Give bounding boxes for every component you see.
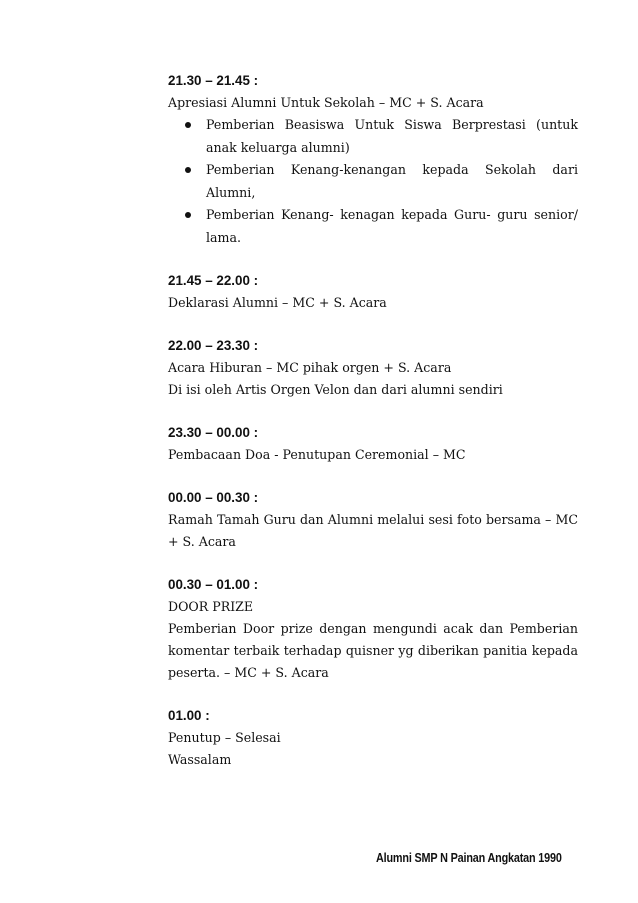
- bullet-item: [168, 204, 578, 249]
- bullet-item: [168, 159, 578, 204]
- section-time: 00.00 – 00.30 :: [168, 490, 259, 505]
- schedule-section: [168, 487, 578, 553]
- page-footer: Alumni SMP N Painan Angkatan 1990: [376, 851, 562, 865]
- section-time: 21.30 – 21.45 :: [168, 73, 259, 88]
- section-line: Pemberian Door prize dengan mengundi acak dan Pemberian komentar terbaik terhadap quisner yg diberikan panitia kepada peserta. – MC + S. Acara: [168, 621, 578, 680]
- bullet-dot-icon: [185, 167, 191, 173]
- schedule-section: [168, 70, 578, 249]
- bullet-item: [168, 114, 578, 159]
- section-line: DOOR PRIZE: [168, 599, 254, 614]
- bullet-list: [168, 114, 578, 249]
- section-line: Di isi oleh Artis Orgen Velon dan dari alumni sendiri: [168, 382, 503, 397]
- section-line: Ramah Tamah Guru dan Alumni melalui sesi foto bersama – MC + S. Acara: [168, 512, 578, 549]
- section-time: 21.45 – 22.00 :: [168, 273, 259, 288]
- bullet-dot-icon: [185, 212, 191, 218]
- section-time: 22.00 – 23.30 :: [168, 338, 259, 353]
- section-time: 23.30 – 00.00 :: [168, 425, 259, 440]
- bullet-text: Pemberian Kenang- kenagan kepada Guru- guru senior/ lama.: [206, 207, 578, 245]
- section-time: 01.00 :: [168, 708, 210, 723]
- section-line: Penutup – Selesai: [168, 730, 281, 745]
- section-line: Deklarasi Alumni – MC + S. Acara: [168, 295, 387, 310]
- schedule-content: [168, 70, 578, 792]
- schedule-section: [168, 270, 578, 314]
- bullet-dot-icon: [185, 122, 191, 128]
- schedule-section: [168, 705, 578, 771]
- schedule-section: [168, 422, 578, 466]
- bullet-text: Pemberian Kenang-kenangan kepada Sekolah dari Alumni,: [206, 162, 578, 200]
- section-time: 00.30 – 01.00 :: [168, 577, 259, 592]
- schedule-section: [168, 335, 578, 401]
- bullet-text: Pemberian Beasiswa Untuk Siswa Berprestasi (untuk anak keluarga alumni): [206, 117, 578, 155]
- section-line: Apresiasi Alumni Untuk Sekolah – MC + S. Acara: [168, 95, 484, 110]
- section-line: Pembacaan Doa - Penutupan Ceremonial – MC: [168, 447, 466, 462]
- schedule-section: [168, 574, 578, 684]
- section-line: Wassalam: [168, 752, 232, 767]
- section-line: Acara Hiburan – MC pihak orgen + S. Acara: [168, 360, 452, 375]
